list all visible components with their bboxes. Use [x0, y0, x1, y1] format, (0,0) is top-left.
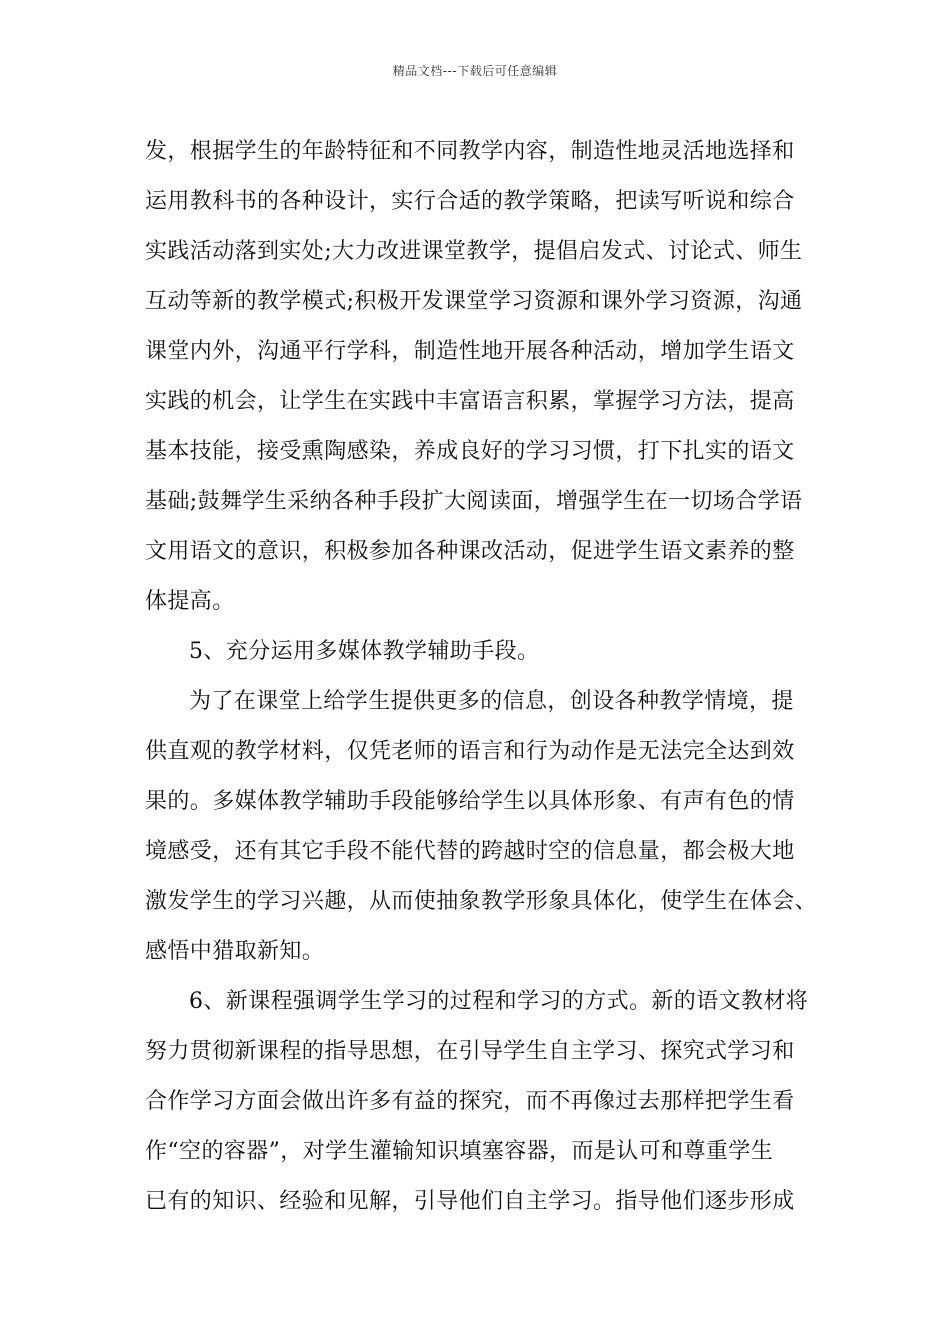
text-line: 基础;鼓舞学生采纳各种手段扩大阅读面，增强学生在一切场合学语	[145, 489, 803, 514]
text-line: 果的。多媒体教学辅助手段能够给学生以具体形象、有声有色的情	[145, 789, 795, 814]
text-line: 激发学生的学习兴趣，从而使抽象教学形象具体化，使学生在体会、	[145, 889, 818, 914]
section-heading: 6、新课程强调学生学习的过程和学习的方式。新的语文教材将	[189, 989, 809, 1014]
section-heading: 5、充分运用多媒体教学辅助手段。	[189, 639, 540, 664]
text-line: 互动等新的教学模式;积极开发课堂学习资源和课外学习资源，沟通	[145, 289, 803, 314]
text-line: 供直观的教学材料，仅凭老师的语言和行为动作是无法完全达到效	[145, 739, 795, 764]
text-line: 合作学习方面会做出许多有益的探究，而不再像过去那样把学生看	[145, 1089, 795, 1114]
text-line: 课堂内外，沟通平行学科，制造性地开展各种活动，增加学生语文	[145, 339, 795, 364]
text-line: 运用教科书的各种设计，实行合适的教学策略，把读写听说和综合	[145, 189, 795, 214]
text-line: 境感受，还有其它手段不能代替的跨越时空的信息量，都会极大地	[145, 839, 795, 864]
text-line: 作“空的容器”，对学生灌输知识填塞容器，而是认可和尊重学生	[145, 1139, 774, 1164]
text-line: 发，根据学生的年龄特征和不同教学内容，制造性地灵活地选择和	[145, 139, 795, 164]
text-line: 已有的知识、经验和见解，引导他们自主学习。指导他们逐步形成	[145, 1189, 795, 1214]
document-body	[145, 127, 825, 1227]
text-line: 感悟中猎取新知。	[145, 939, 325, 964]
page-header: 精品文档---下载后可任意编辑	[392, 64, 558, 78]
text-line: 努力贯彻新课程的指导思想，在引导学生自主学习、探究式学习和	[145, 1039, 795, 1064]
text-line: 体提高。	[145, 589, 235, 614]
text-line: 实践活动落到实处;大力改进课堂教学，提倡启发式、讨论式、师生	[145, 239, 803, 264]
text-line: 基本技能，接受熏陶感染，养成良好的学习习惯，打下扎实的语文	[145, 439, 795, 464]
paragraph-start-line: 为了在课堂上给学生提供更多的信息，创设各种教学情境，提	[189, 689, 794, 714]
text-line: 实践的机会，让学生在实践中丰富语言积累，掌握学习方法，提高	[145, 389, 795, 414]
text-line: 文用语文的意识，积极参加各种课改活动，促进学生语文素养的整	[145, 539, 795, 564]
